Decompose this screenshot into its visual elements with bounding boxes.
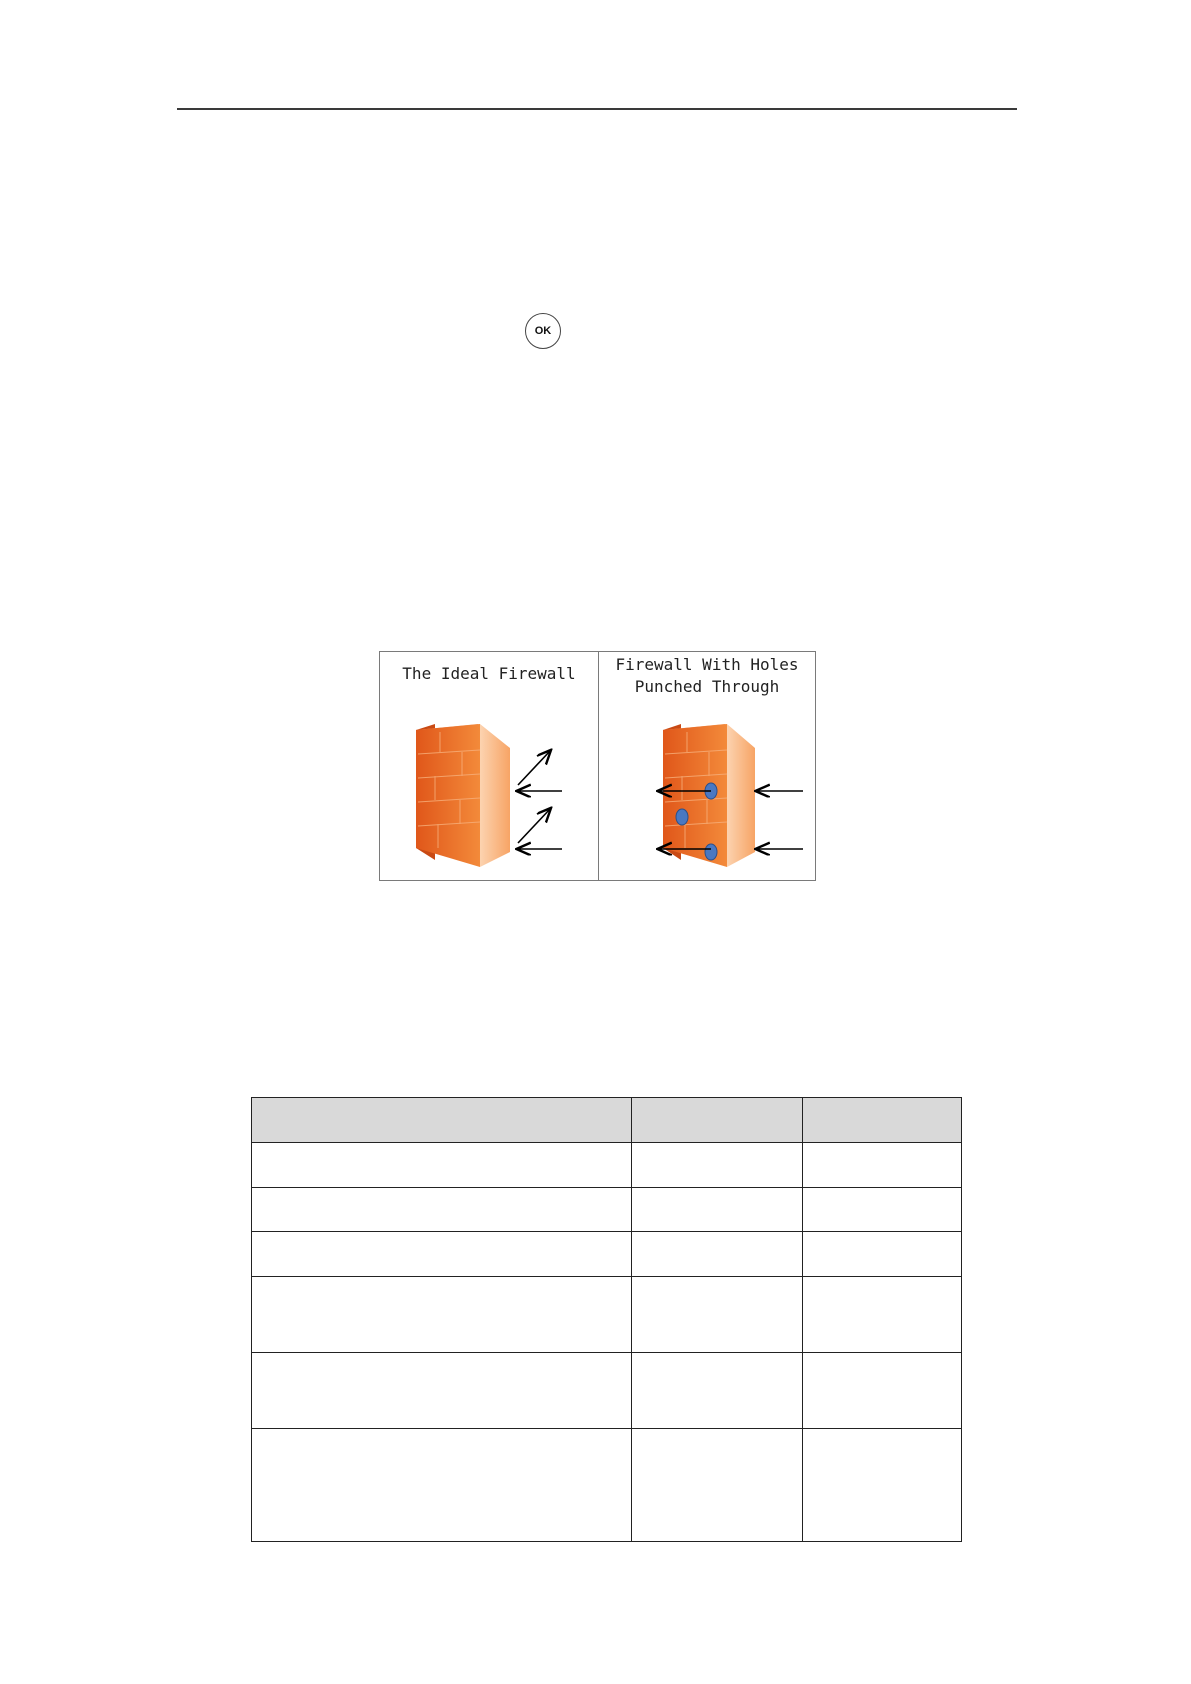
table-cell <box>803 1232 962 1277</box>
header-rule <box>177 108 1017 110</box>
ideal-firewall-illustration <box>380 652 598 880</box>
table-cell <box>803 1143 962 1188</box>
holed-firewall-title: Firewall With Holes Punched Through <box>615 655 799 696</box>
table-row <box>252 1429 962 1542</box>
table-cell <box>252 1232 632 1277</box>
table-header-cell <box>632 1098 803 1143</box>
table-row <box>252 1353 962 1429</box>
brick-wall-icon <box>416 724 510 867</box>
table-header-row <box>252 1098 962 1143</box>
table-cell <box>632 1277 803 1353</box>
table-cell <box>803 1188 962 1232</box>
table-cell <box>252 1429 632 1542</box>
ideal-firewall-title: The Ideal Firewall <box>402 664 576 683</box>
holed-firewall-panel <box>599 652 815 880</box>
table-cell <box>252 1143 632 1188</box>
table-cell <box>803 1429 962 1542</box>
table-cell <box>632 1232 803 1277</box>
table-row <box>252 1277 962 1353</box>
table-cell <box>803 1277 962 1353</box>
hole-icon <box>676 809 688 825</box>
table-cell <box>632 1188 803 1232</box>
table-cell <box>252 1277 632 1353</box>
table-cell <box>803 1353 962 1429</box>
table-cell <box>632 1429 803 1542</box>
table-cell <box>632 1353 803 1429</box>
table-cell <box>252 1353 632 1429</box>
table-row <box>252 1232 962 1277</box>
ok-key-icon: OK <box>525 313 561 349</box>
parameter-table <box>251 1097 962 1542</box>
table-header-cell <box>252 1098 632 1143</box>
deflected-arrows <box>518 751 562 849</box>
ideal-firewall-panel <box>380 652 599 880</box>
table-cell <box>632 1143 803 1188</box>
table-row <box>252 1143 962 1188</box>
table-header-cell <box>803 1098 962 1143</box>
table-cell <box>252 1188 632 1232</box>
hole-icon <box>705 844 717 860</box>
table-row <box>252 1188 962 1232</box>
holed-firewall-illustration <box>599 652 815 880</box>
firewall-figure <box>379 651 816 881</box>
